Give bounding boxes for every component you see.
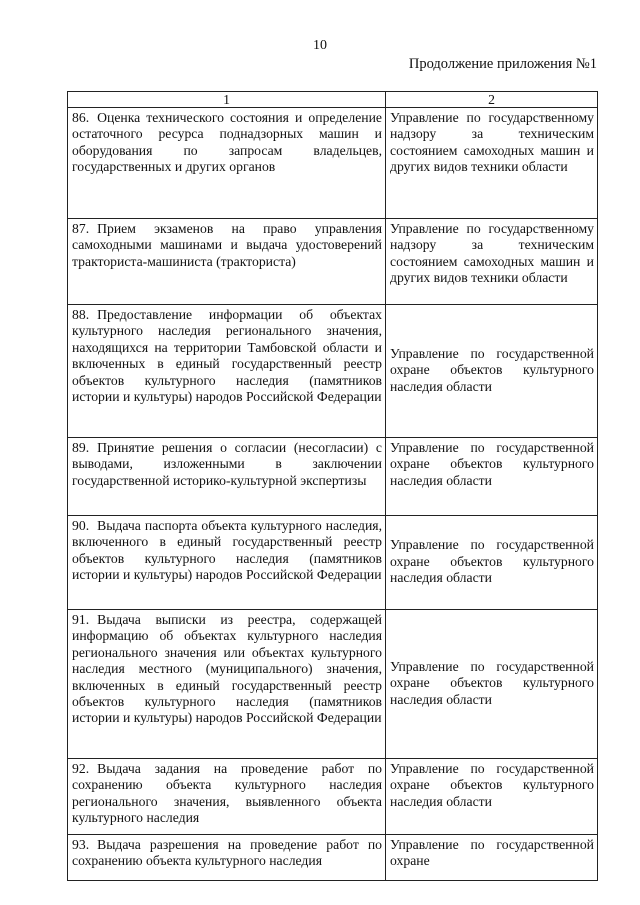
- table-row: [68, 759, 598, 835]
- service-text: Выдача выписки из реестра, содержащей информацию об объектах культурного наследия регионального значения или объектах культурного наследия местного (муниципального) значения, включенных в единый государственный реестр объектов культурного наследия (памятников истории и культуры) народов Российской Федерации: [72, 612, 382, 726]
- service-text: Выдача разрешения на проведение работ по сохранению объекта культурного наследия: [72, 837, 382, 869]
- service-cell: [68, 219, 386, 305]
- agency-cell: Управление по государственной охране объектов культурного наследия области: [386, 516, 598, 610]
- agency-cell: Управление по государственной охране объектов культурного наследия области: [386, 438, 598, 516]
- service-cell: [68, 835, 386, 881]
- service-text: Выдача паспорта объекта культурного наследия, включенного в единый государственный реестр объектов культурного наследия (памятников истории и культуры) народов Российской Федерации: [72, 518, 382, 583]
- service-text: Принятие решения о согласии (несогласии) с выводами, изложенными в заключении государственной историко-культурной экспертизы: [72, 440, 382, 488]
- column-header-2: 2: [386, 92, 598, 108]
- table-row: [68, 438, 598, 516]
- table-row: [68, 108, 598, 219]
- service-cell: [68, 108, 386, 219]
- service-cell: [68, 438, 386, 516]
- row-number: 90.: [72, 518, 90, 533]
- agency-cell: Управление по государственной охране объектов культурного наследия области: [386, 610, 598, 759]
- row-number: 89.: [72, 440, 90, 455]
- agency-cell: Управление по государственному надзору за техническим состоянием самоходных машин и других видов техники области: [386, 108, 598, 219]
- service-text: Прием экзаменов на право управления самоходными машинами и выдача удостоверений тракториста-машиниста (тракториста): [72, 221, 382, 269]
- agency-cell: Управление по государственной охране: [386, 835, 598, 881]
- service-text: Оценка технического состояния и определение остаточного ресурса поднадзорных машин и оборудования по запросам владельцев, государственных и других органов: [72, 110, 382, 175]
- service-text: Предоставление информации об объектах культурного наследия регионального значения, находящихся на территории Тамбовской области и включенных в единый государственный реестр объектов культурного наследия (памятников истории и культуры) народов Российской Федерации: [72, 307, 382, 405]
- table-header-row: [68, 92, 598, 108]
- continuation-title: Продолжение приложения №1: [408, 56, 597, 72]
- services-table: [67, 91, 598, 881]
- service-text: Выдача задания на проведение работ по сохранению объекта культурного наследия регионального значения, выявленного объекта культурного наследия: [72, 761, 382, 826]
- column-header-1: 1: [68, 92, 386, 108]
- service-cell: [68, 305, 386, 438]
- agency-cell: Управление по государственной охране объектов культурного наследия области: [386, 759, 598, 835]
- table-row: [68, 305, 598, 438]
- row-number: 93.: [72, 837, 90, 852]
- service-cell: [68, 610, 386, 759]
- table-row: [68, 610, 598, 759]
- row-number: 87.: [72, 221, 90, 236]
- row-number: 91.: [72, 612, 90, 627]
- service-cell: [68, 516, 386, 610]
- agency-cell: Управление по государственной охране объектов культурного наследия области: [386, 305, 598, 438]
- row-number: 88.: [72, 307, 90, 322]
- table-row: [68, 516, 598, 610]
- table-row: [68, 835, 598, 881]
- row-number: 86.: [72, 110, 90, 125]
- agency-cell: Управление по государственному надзору за техническим состоянием самоходных машин и других видов техники области: [386, 219, 598, 305]
- row-number: 92.: [72, 761, 90, 776]
- service-cell: [68, 759, 386, 835]
- table-row: [68, 219, 598, 305]
- page-number: 10: [313, 38, 327, 53]
